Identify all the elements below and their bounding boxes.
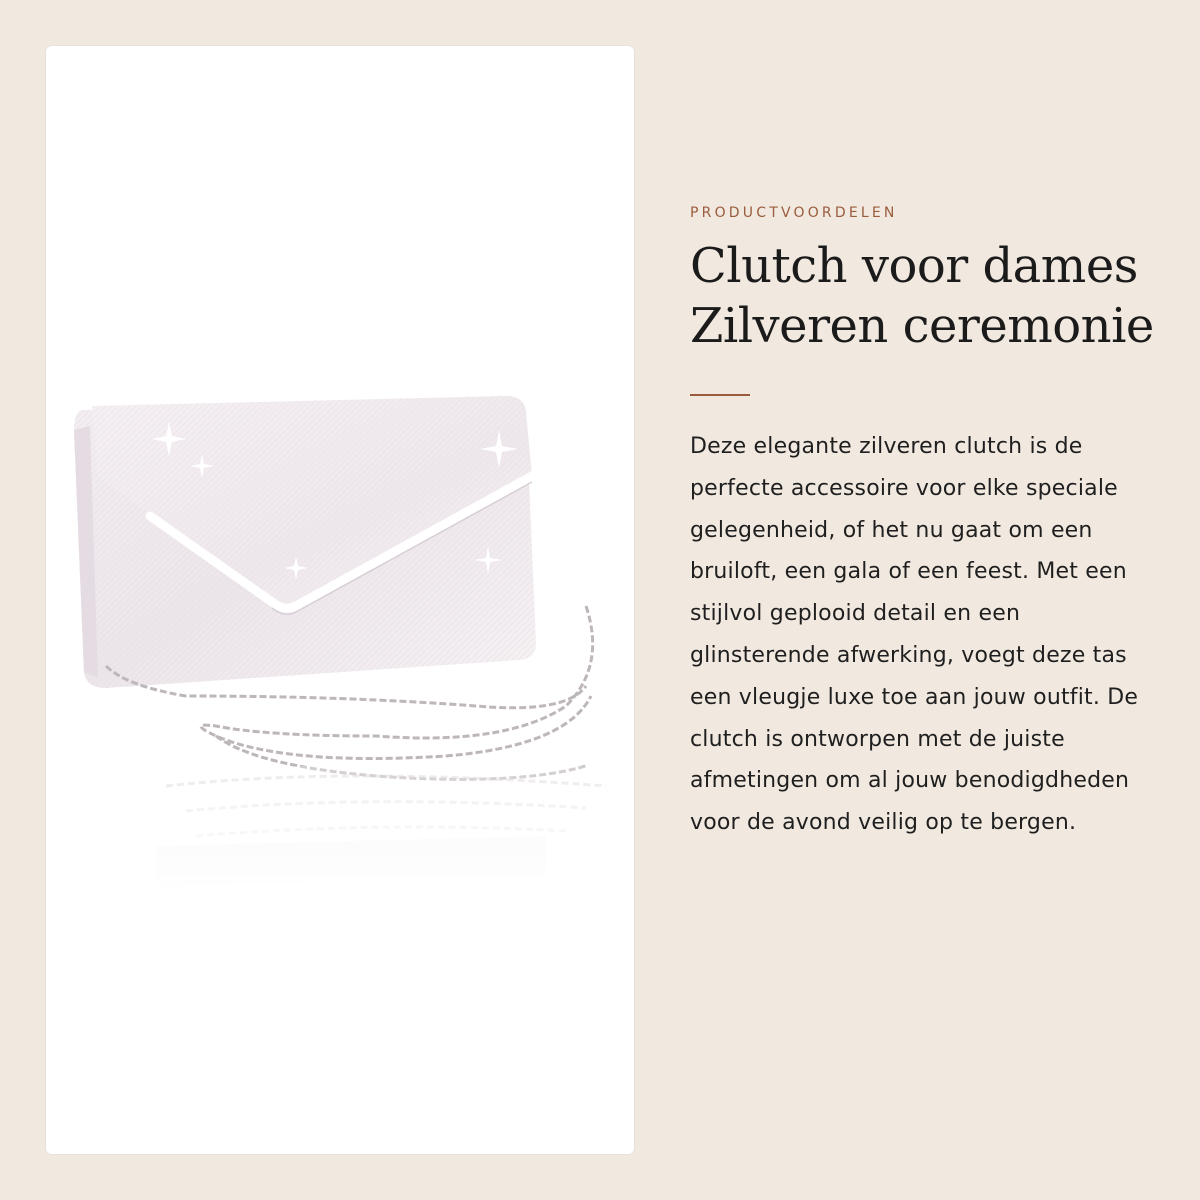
product-description: Deze elegante zilveren clutch is de perfecte accessoire voor elke speciale gelegenheid, of het nu gaat om een bruiloft, een gala of een feest. Met een stijlvol geplooid detail en een glinsterende afwerking, voegt deze tas een vleugje luxe toe aan jouw outfit. De clutch is ontworpen met de juiste afmetingen om al jouw benodigdheden voor de avond veilig op te bergen. (690, 434, 1139, 836)
section-eyebrow: PRODUCTVOORDELEN (690, 205, 898, 221)
accent-divider (690, 394, 750, 396)
product-title: Clutch voor dames Zilveren ceremonie (690, 238, 1154, 354)
clutch-product-image (46, 46, 634, 1154)
product-benefits-section (690, 200, 1160, 844)
product-image-card (46, 46, 634, 1154)
